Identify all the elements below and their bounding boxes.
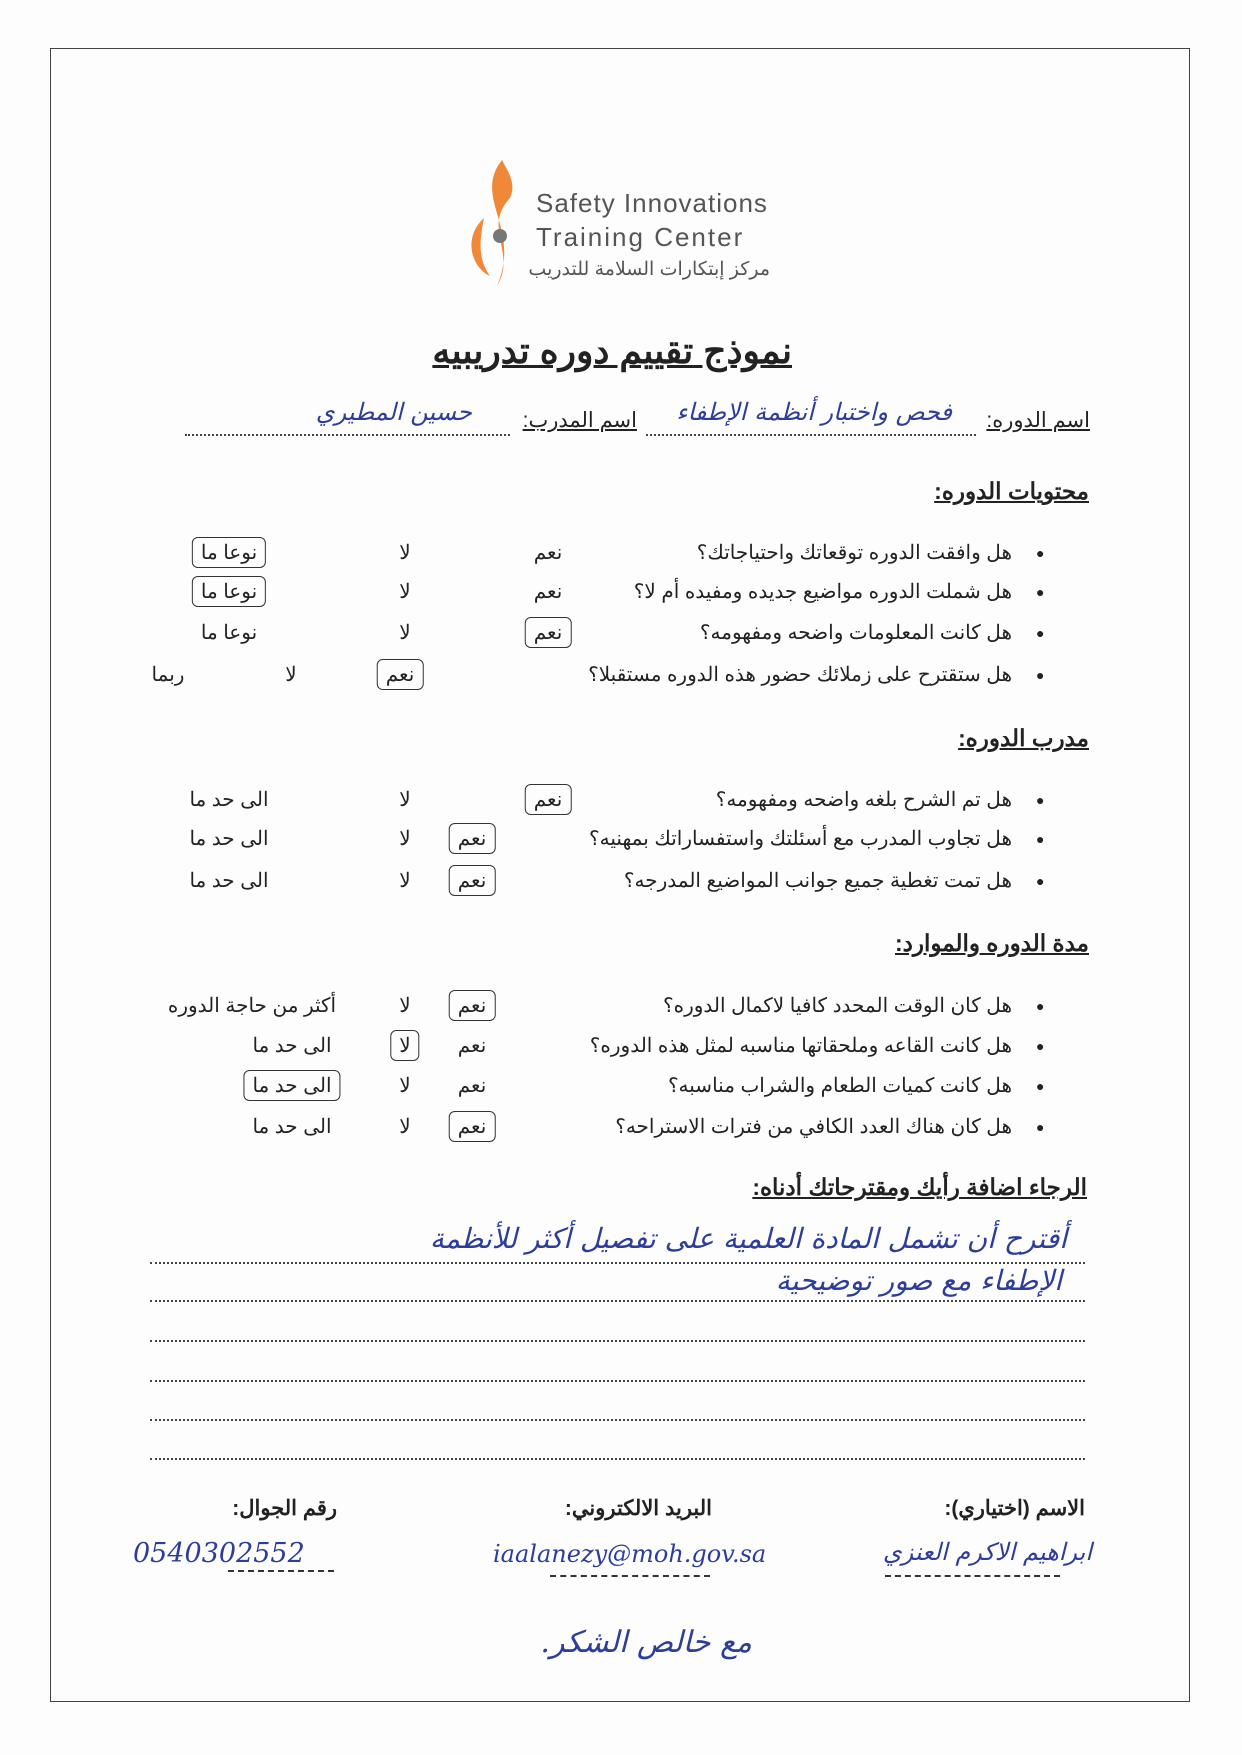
- bullet-icon: ●: [1036, 873, 1045, 889]
- bullet-icon: ●: [1036, 792, 1045, 808]
- answer-option[interactable]: لا: [285, 664, 297, 686]
- bullet-icon: ●: [1036, 831, 1045, 847]
- question-text: هل وافقت الدوره توقعاتك واحتياجاتك؟: [696, 542, 1012, 564]
- answer-option-selected[interactable]: لا: [390, 1030, 419, 1061]
- email-label: البريد الالكتروني:: [564, 1497, 712, 1520]
- question-text: هل تم الشرح بلغه واضحه ومفهومه؟: [715, 789, 1012, 811]
- question-text: هل كان الوقت المحدد كافيا لاكمال الدوره؟: [662, 995, 1012, 1017]
- bullet-icon: ●: [1036, 1119, 1045, 1135]
- answer-option[interactable]: ربما: [151, 664, 185, 686]
- trainer-value[interactable]: حسين المطيري: [315, 398, 472, 426]
- comment-line[interactable]: [150, 1340, 1085, 1342]
- section-heading: مدرب الدوره:: [958, 725, 1089, 751]
- answer-option-selected[interactable]: نعم: [525, 617, 572, 648]
- answer-option[interactable]: نعم: [533, 542, 563, 564]
- answer-option-selected[interactable]: نعم: [377, 659, 424, 690]
- answer-option[interactable]: لا: [399, 828, 411, 850]
- question-text: هل تجاوب المدرب مع أسئلتك واستفساراتك بمهنيه؟: [589, 828, 1012, 850]
- comment-line[interactable]: [150, 1458, 1085, 1460]
- logo-text-en-1: Safety Innovations: [536, 188, 768, 218]
- question-text: هل كانت المعلومات واضحه ومفهومه؟: [699, 622, 1012, 644]
- question-text: هل كانت القاعه وملحقاتها مناسبه لمثل هذه الدوره؟: [589, 1035, 1012, 1057]
- answer-option[interactable]: الى حد ما: [189, 828, 269, 850]
- name-label: الاسم (اختياري):: [944, 1497, 1085, 1520]
- comment-line[interactable]: [150, 1300, 1085, 1302]
- answer-option-selected[interactable]: نعم: [449, 1111, 496, 1142]
- course-value[interactable]: فحص واختبار أنظمة الإطفاء: [676, 398, 952, 426]
- trainer-label: اسم المدرب:: [522, 409, 637, 432]
- answer-option-selected[interactable]: نعم: [525, 784, 572, 815]
- course-line: [646, 434, 976, 436]
- section-heading: مدة الدوره والموارد:: [894, 930, 1089, 956]
- answer-option[interactable]: الى حد ما: [252, 1116, 332, 1138]
- closing-note: مع خالص الشكر.: [540, 1625, 752, 1660]
- email-value[interactable]: iaalanezy@moh.gov.sa: [493, 1540, 767, 1568]
- comment-text-2: الإطفاء مع صور توضيحية: [775, 1264, 1062, 1297]
- logo-text-ar: مركز إبتكارات السلامة للتدريب: [528, 259, 770, 280]
- answer-option[interactable]: نوعا ما: [200, 622, 258, 644]
- question-text: هل شملت الدوره مواضيع جديده ومفيده أم لا؟: [633, 581, 1012, 603]
- bullet-icon: ●: [1036, 545, 1045, 561]
- answer-option-selected[interactable]: نعم: [449, 865, 496, 896]
- answer-option[interactable]: لا: [399, 870, 411, 892]
- answer-option-selected[interactable]: الى حد ما: [243, 1070, 340, 1101]
- phone-label: رقم الجوال:: [232, 1497, 337, 1520]
- comment-text-1: أقترح أن تشمل المادة العلمية على تفصيل أكثر للأنظمة: [429, 1222, 1067, 1255]
- bullet-icon: ●: [1036, 1038, 1045, 1054]
- answer-option[interactable]: لا: [399, 622, 411, 644]
- answer-option-selected[interactable]: نعم: [449, 823, 496, 854]
- question-text: هل كانت كميات الطعام والشراب مناسبه؟: [667, 1075, 1012, 1097]
- answer-option[interactable]: لا: [399, 995, 411, 1017]
- answer-option[interactable]: أكثر من حاجة الدوره: [167, 995, 337, 1017]
- logo-text-en-2: Training Center: [536, 222, 745, 252]
- bullet-icon: ●: [1036, 584, 1045, 600]
- course-label: اسم الدوره:: [986, 409, 1090, 432]
- comments-heading: الرجاء اضافة رأيك ومقترحاتك أدناه:: [752, 1174, 1087, 1200]
- flame-logo-icon: [462, 158, 532, 288]
- answer-option[interactable]: نعم: [457, 1075, 487, 1097]
- name-line: [885, 1575, 1060, 1577]
- answer-option[interactable]: لا: [399, 542, 411, 564]
- comment-line[interactable]: [150, 1419, 1085, 1421]
- bullet-icon: ●: [1036, 998, 1045, 1014]
- form-title: نموذج تقييم دوره تدريبيه: [432, 330, 792, 371]
- question-text: هل ستقترح على زملائك حضور هذه الدوره مستقبلا؟: [588, 664, 1012, 686]
- answer-option[interactable]: الى حد ما: [252, 1035, 332, 1057]
- answer-option[interactable]: لا: [399, 1075, 411, 1097]
- answer-option[interactable]: الى حد ما: [189, 789, 269, 811]
- bullet-icon: ●: [1036, 667, 1045, 683]
- email-line: [550, 1575, 710, 1577]
- bullet-icon: ●: [1036, 1078, 1045, 1094]
- bullet-icon: ●: [1036, 625, 1045, 641]
- phone-value[interactable]: 0540302552: [133, 1538, 305, 1569]
- phone-line: [228, 1570, 334, 1572]
- answer-option[interactable]: لا: [399, 581, 411, 603]
- answer-option-selected[interactable]: نوعا ما: [192, 576, 266, 607]
- answer-option[interactable]: لا: [399, 789, 411, 811]
- question-text: هل كان هناك العدد الكافي من فترات الاستراحه؟: [615, 1116, 1012, 1138]
- answer-option[interactable]: نعم: [533, 581, 563, 603]
- answer-option[interactable]: الى حد ما: [189, 870, 269, 892]
- section-heading: محتويات الدوره:: [934, 478, 1089, 504]
- answer-option[interactable]: نعم: [457, 1035, 487, 1057]
- trainer-line: [185, 434, 510, 436]
- answer-option-selected[interactable]: نعم: [449, 990, 496, 1021]
- name-value[interactable]: ابراهيم الاكرم العنزي: [882, 1538, 1092, 1566]
- answer-option[interactable]: لا: [399, 1116, 411, 1138]
- answer-option-selected[interactable]: نوعا ما: [192, 537, 266, 568]
- comment-line[interactable]: [150, 1380, 1085, 1382]
- question-text: هل تمت تغطية جميع جوانب المواضيع المدرجه؟: [623, 870, 1012, 892]
